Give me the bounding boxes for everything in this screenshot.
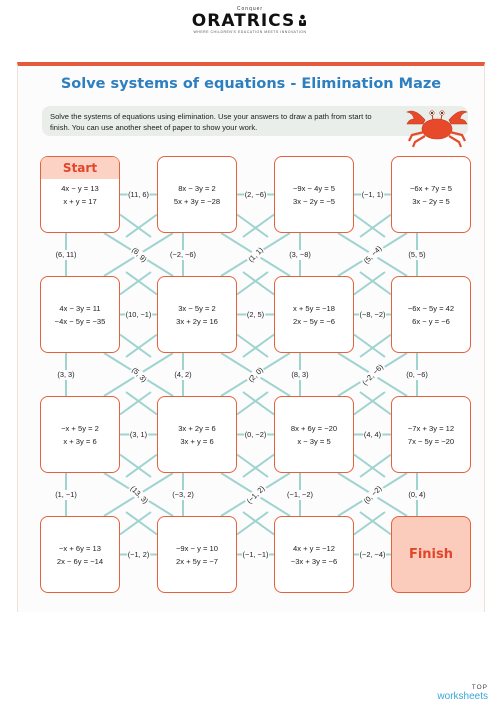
equation-text: 7x − 5y = −20	[407, 436, 455, 446]
logo-brand	[0, 12, 500, 30]
maze-path-line	[360, 392, 391, 415]
answer-label: (1, 1)	[245, 244, 265, 264]
answer-label: (−3, 2)	[172, 489, 194, 499]
equation-text: 2x − 5y = −6	[292, 316, 335, 326]
answer-label: (−2, −6)	[170, 249, 196, 259]
equation-box	[391, 156, 471, 233]
crab-icon	[403, 102, 471, 148]
maze-path-line	[360, 455, 391, 478]
maze-path-line	[237, 455, 268, 478]
answer-label: (4, 4)	[363, 429, 382, 439]
answer-label: (3, 3)	[57, 369, 75, 379]
equation-box	[157, 516, 237, 593]
answer-label: (5, 5)	[408, 249, 426, 259]
equation-box	[157, 396, 237, 473]
equation-text: 2x + 5y = −7	[175, 556, 218, 566]
worksheet-title: Solve systems of equations - Elimination Maze	[60, 76, 442, 92]
equation-box	[40, 276, 120, 353]
equation-box	[391, 396, 471, 473]
equation-text: −6x + 7y = 5	[409, 183, 452, 193]
equation-box	[157, 276, 237, 353]
start-box	[40, 156, 120, 233]
answer-label: (11, 6)	[128, 189, 149, 199]
answer-label: (10, −1)	[125, 309, 152, 319]
maze-path-line	[360, 272, 391, 295]
answer-label: (8, 3)	[291, 369, 309, 379]
teacher-figure-icon	[297, 14, 308, 27]
answer-label: (−1, 1)	[361, 189, 384, 199]
maze-path-line	[360, 512, 391, 535]
equation-text: 3x + 2y = 6	[178, 423, 216, 433]
answer-label: (5, 3)	[129, 364, 149, 384]
maze-path-line	[126, 392, 157, 415]
answer-label: (4, 2)	[174, 369, 192, 379]
footer-worksheets: worksheets	[437, 691, 488, 702]
maze-path-line	[243, 272, 274, 295]
answer-label: (−8, −2)	[359, 309, 386, 319]
logo-brand-text: ORATRICS	[191, 11, 296, 31]
answer-label: (3, 1)	[129, 429, 148, 439]
maze-path-line	[354, 335, 385, 358]
maze-path-line	[120, 272, 151, 295]
equation-box	[391, 276, 471, 353]
equation-text: −x + 6y = 13	[58, 543, 101, 553]
maze-path-line	[126, 335, 157, 358]
start-label: Start	[41, 157, 119, 179]
answer-label: (−2, −4)	[359, 549, 386, 559]
equation-box	[157, 156, 237, 233]
maze-path-line	[237, 392, 268, 415]
maze-path-line	[120, 392, 151, 415]
logo-supertitle: Conquer	[236, 6, 264, 12]
equation-text: 2x − 6y = −14	[56, 556, 104, 566]
maze-path-line	[120, 335, 151, 358]
equation-text: 4x − 3y = 11	[59, 303, 101, 313]
answer-label: (0, 4)	[408, 489, 426, 499]
equation-text: 4x + y = −12	[292, 543, 335, 553]
footer-logo	[437, 684, 488, 702]
equation-text: x + y = 17	[63, 197, 97, 206]
logo-tagline: WHERE CHILDREN'S EDUCATION MEETS INNOVATION	[193, 30, 307, 34]
maze-path-line	[237, 335, 268, 358]
brand-logo	[0, 6, 500, 34]
equation-text: x + 5y = −18	[292, 303, 335, 313]
answer-label: (0, −2)	[244, 429, 267, 439]
answer-label: (−2, −6)	[359, 361, 385, 387]
answer-label: (2, 5)	[246, 309, 265, 319]
equation-text: −7x + 3y = 12	[407, 423, 455, 433]
equation-text: 8x − 3y = 2	[178, 183, 216, 193]
equation-text: 3x + 2y = 16	[176, 316, 218, 326]
equation-text: 3x − 5y = 2	[178, 303, 216, 313]
maze-path-line	[243, 512, 274, 535]
maze-path-line	[243, 392, 274, 415]
answer-label: (−1, −1)	[242, 549, 269, 559]
answer-label: (−1, 2)	[127, 549, 150, 559]
equation-text: 3x + y = 6	[180, 436, 214, 446]
equation-box	[274, 396, 354, 473]
maze-path-line	[126, 512, 157, 535]
equation-text: −6x − 5y = 42	[407, 303, 455, 313]
finish-label: Finish	[408, 547, 454, 562]
maze-path-line	[237, 215, 268, 238]
instructions-text: Solve the systems of equations using elimination. Use your answers to draw a path from start to finish. You can use another sheet of paper to show your work.	[50, 112, 372, 132]
answer-label: (6, 9)	[129, 244, 149, 264]
answer-label: (3, −8)	[289, 249, 311, 259]
answer-label: (−1, 2)	[244, 483, 266, 505]
maze-path-line	[120, 215, 151, 238]
answer-label: (5, −4)	[361, 243, 383, 265]
equation-text: −4x − 5y = −35	[54, 316, 106, 326]
equation-text: −3x + 3y = −6	[290, 556, 338, 566]
maze-path-line	[354, 455, 385, 478]
equation-box	[40, 516, 120, 593]
equation-text: −x + 5y = 2	[61, 423, 99, 433]
maze-path-line	[360, 335, 391, 358]
answer-label: (2, −6)	[244, 189, 267, 199]
answer-label: (0, −2)	[361, 483, 383, 505]
equation-text: 8x + 6y = −20	[290, 423, 338, 433]
answer-label: (13, 3)	[128, 483, 150, 505]
worksheet	[17, 62, 485, 612]
footer-top: TOP	[471, 684, 488, 691]
answer-label: (2, 0)	[245, 364, 265, 384]
equation-box	[40, 396, 120, 473]
answer-label: (6, 11)	[55, 249, 77, 259]
equation-text: −9x − 4y = 5	[292, 183, 335, 193]
equation-text: 6x − y = −6	[412, 316, 450, 326]
maze-path-line	[354, 392, 385, 415]
equation-text: 3x − 2y = 5	[412, 196, 450, 206]
equation-text: x + 3y = 6	[63, 436, 97, 446]
maze-path-line	[237, 512, 268, 535]
equation-text: 5x + 3y = −28	[173, 196, 221, 206]
maze-path-line	[120, 455, 151, 478]
maze-path-line	[126, 215, 157, 238]
maze-path-line	[354, 512, 385, 535]
equation-text: 3x − 2y = −5	[292, 196, 335, 206]
finish-box	[391, 516, 471, 593]
maze-path-line	[237, 272, 268, 295]
maze-path-line	[120, 512, 151, 535]
maze-path-line	[126, 455, 157, 478]
equation-box	[274, 516, 354, 593]
answer-label: (1, −1)	[55, 489, 77, 499]
equation-box	[274, 156, 354, 233]
answer-label: (0, −6)	[406, 369, 428, 379]
maze-path-line	[354, 215, 385, 238]
equation-text: 4x − y = 13	[61, 184, 99, 193]
maze-path-line	[126, 272, 157, 295]
maze-path-line	[243, 215, 274, 238]
maze-path-line	[243, 455, 274, 478]
equation-text: x − 3y = 5	[297, 436, 331, 446]
answer-label: (−1, −2)	[287, 489, 313, 499]
maze-path-line	[354, 272, 385, 295]
equation-box	[274, 276, 354, 353]
maze-path-line	[243, 335, 274, 358]
maze-path-line	[360, 215, 391, 238]
equation-text: −9x − y = 10	[175, 543, 218, 553]
